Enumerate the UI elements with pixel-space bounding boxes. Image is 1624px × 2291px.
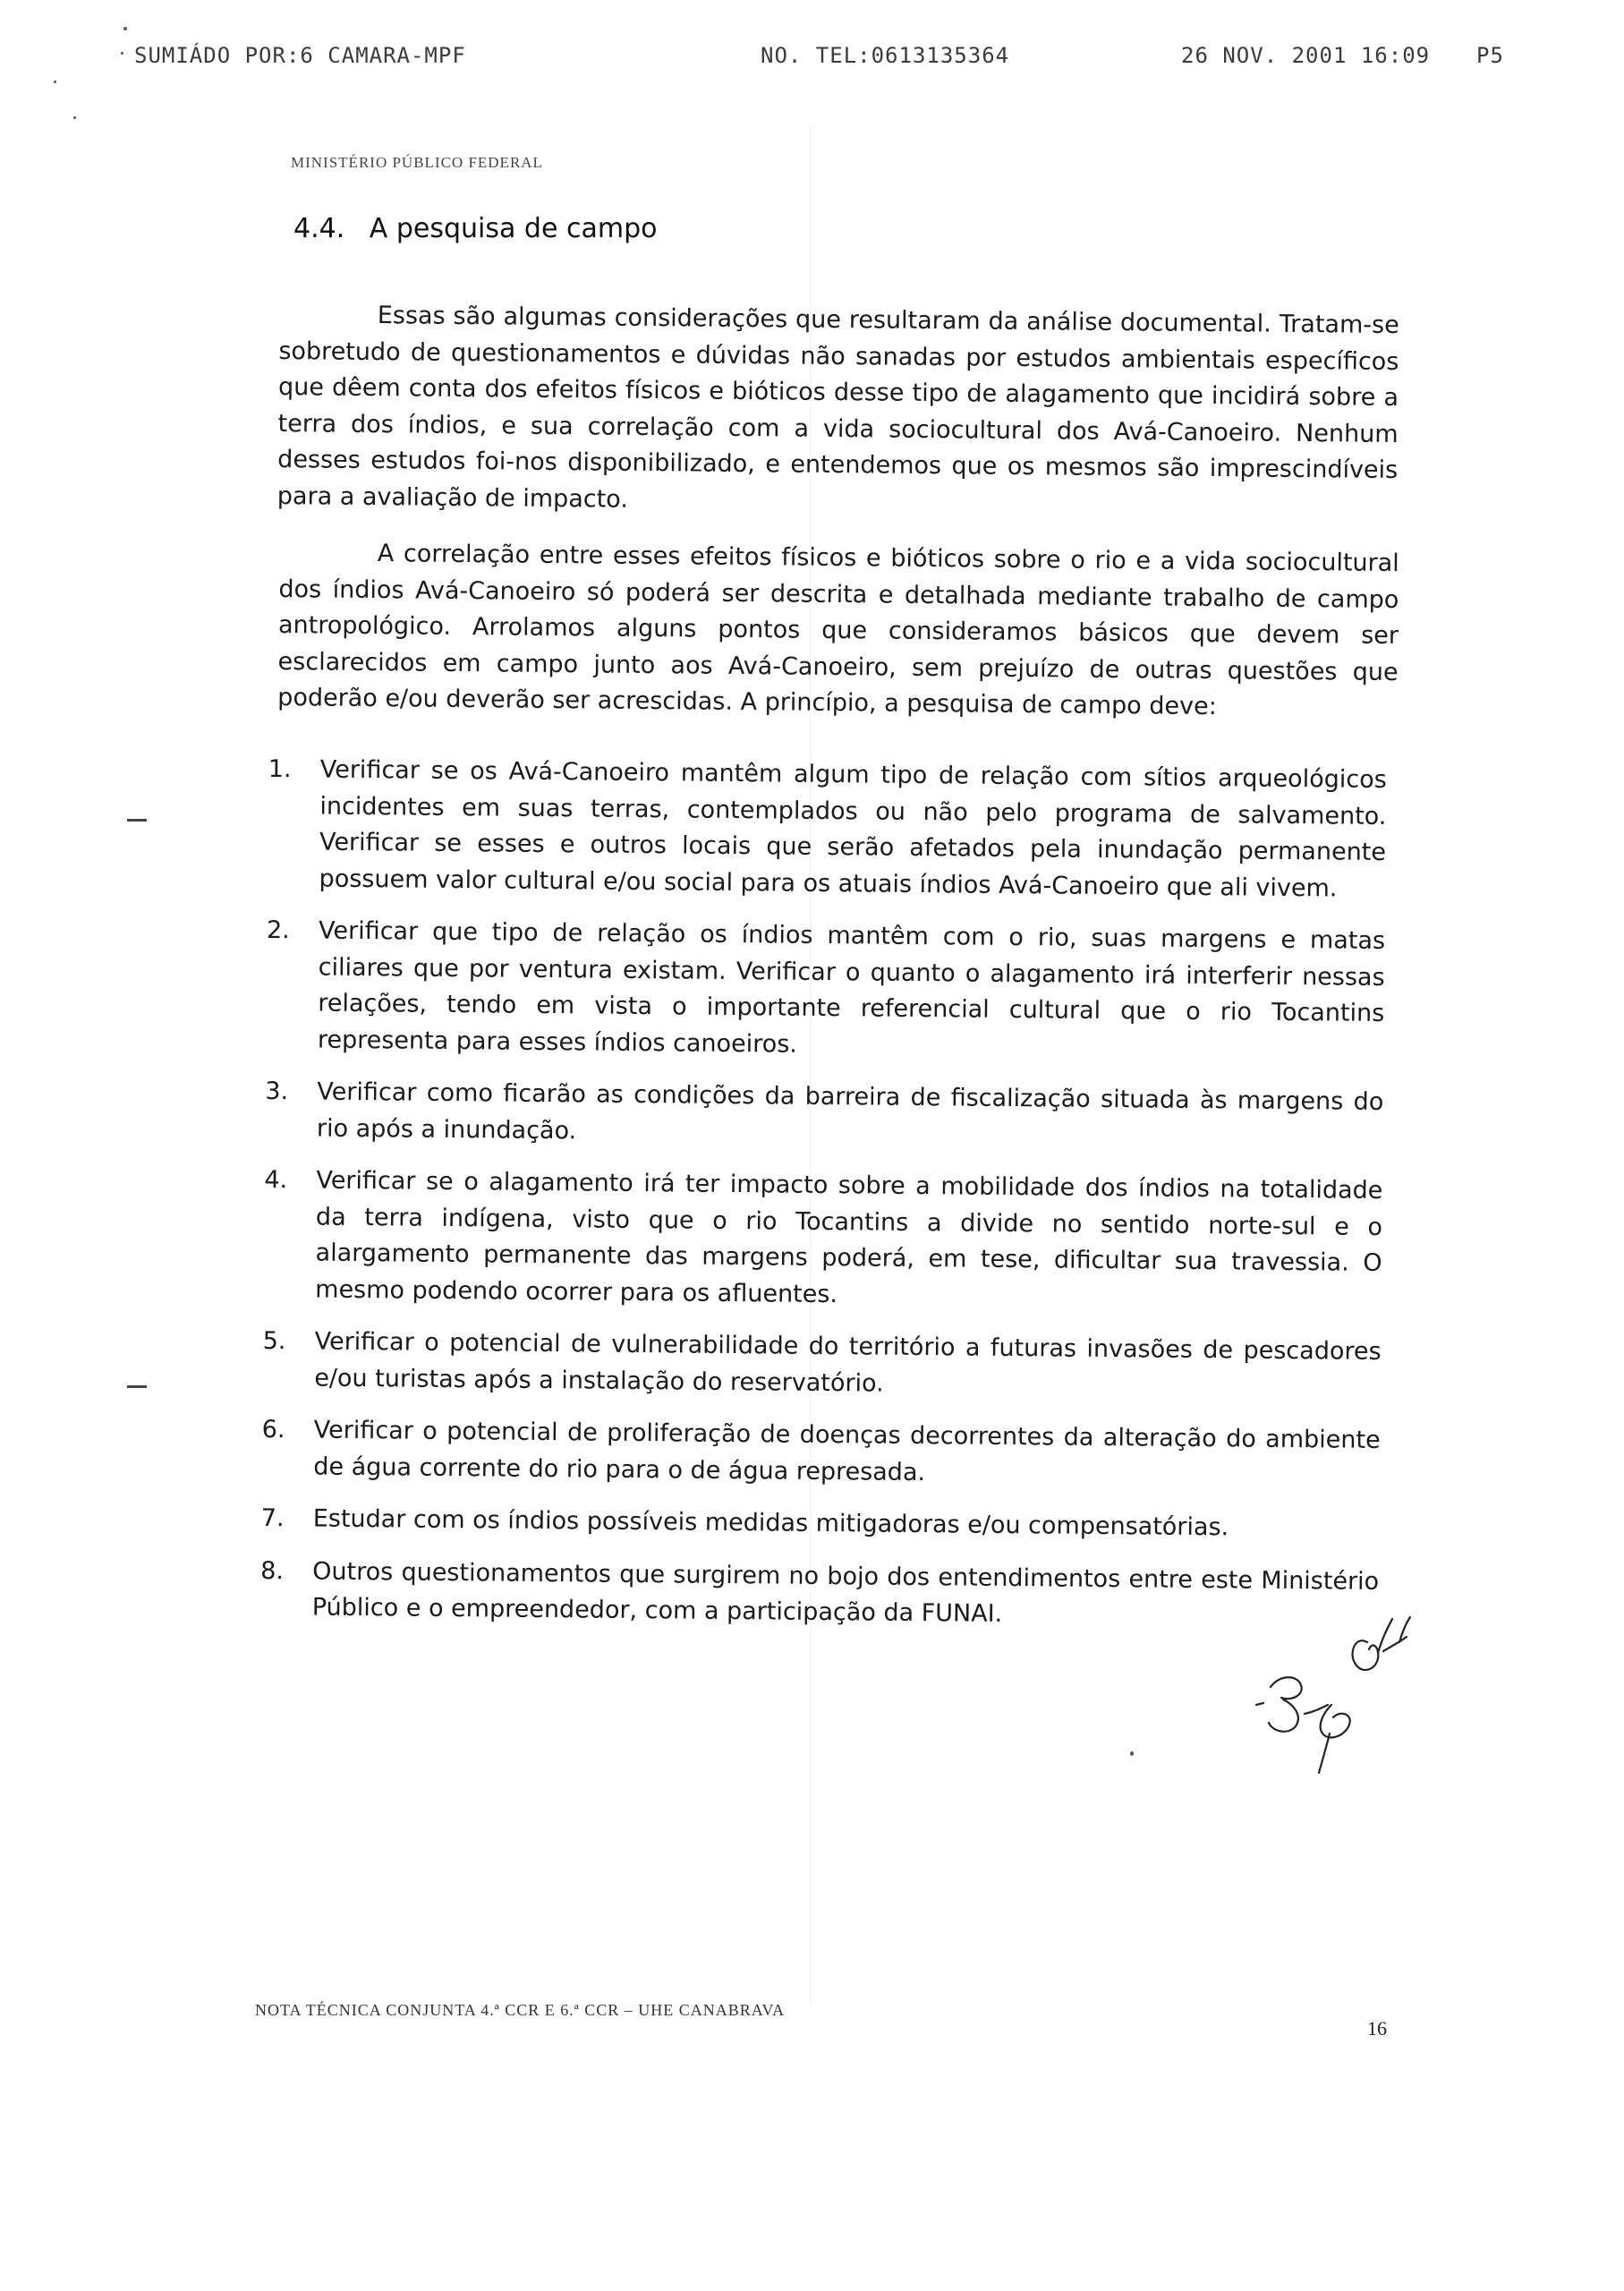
list-item xyxy=(263,1163,1382,1318)
item-number: 3. xyxy=(265,1077,289,1106)
fax-datetime: 26 NOV. 2001 16:09 xyxy=(1181,43,1431,68)
fax-number: NO. TEL:0613135364 xyxy=(761,43,1010,68)
section-title-text: A pesquisa de campo xyxy=(369,213,658,244)
fax-header xyxy=(0,43,1624,79)
fax-page: P5 xyxy=(1476,43,1504,68)
item-number: 4. xyxy=(264,1165,288,1195)
requirements-list xyxy=(259,752,1386,1652)
item-number: 7. xyxy=(260,1503,285,1533)
scan-mark xyxy=(127,1385,147,1388)
paragraph-2 xyxy=(277,535,1399,728)
section-number: 4.4. xyxy=(293,213,345,244)
item-text: Verificar se o alagamento irá ter impacto sobre a mobilidade dos índios na totalidade da terra indígena, visto que o rio Tocantins a divide no sentido norte-sul e o alargamento permanente das margens poderá, em tese, dificultar sua travessia. O mesmo podendo ocorrer para os afluentes. xyxy=(315,1166,1383,1308)
item-text: Estudar com os índios possíveis medidas mitigadoras e/ou compensatórias. xyxy=(312,1504,1229,1542)
item-text: Outros questionamentos que surgirem no bojo dos entendimentos entre este Ministério Público e o empreendedor, com a participação da FUNAI. xyxy=(311,1557,1380,1628)
scan-mark xyxy=(127,819,147,822)
scan-speck xyxy=(54,81,56,83)
item-number: 2. xyxy=(266,916,290,945)
list-item xyxy=(262,1324,1382,1407)
item-number: 6. xyxy=(261,1415,285,1444)
paragraph-1 xyxy=(277,297,1399,525)
page-number: 16 xyxy=(1367,2017,1387,2040)
section-title xyxy=(293,213,657,244)
scan-speck xyxy=(1130,1751,1134,1756)
scan-speck xyxy=(121,52,123,55)
paragraph-text: A correlação entre esses efeitos físicos e bióticos sobre o rio e a vida sociocultural dos índios Avá-Canoeiro só poderá ser descrita e detalhada mediante trabalho de campo antropológico. Arrolamos alguns pontos que consideramos básicos que devem ser esclarecidos em campo junto aos Avá-Canoeiro, sem prejuízo de outras questões que poderão e/ou deverão ser acrescidas. A princípio, a pesquisa de campo deve: xyxy=(277,540,1399,721)
item-text: Verificar o potencial de proliferação de doenças decorrentes da alteração do ambiente de água corrente do rio para o de água represada. xyxy=(313,1416,1381,1486)
footer-note: NOTA TÉCNICA CONJUNTA 4.ª CCR E 6.ª CCR – UHE CANABRAVA xyxy=(255,2001,786,2019)
item-number: 5. xyxy=(262,1326,286,1356)
list-item xyxy=(261,1501,1380,1547)
list-item xyxy=(261,1412,1381,1495)
paragraph-text: Essas são algumas considerações que resultaram da análise documental. Tratam-se sobretudo de questionamentos e dúvidas não sanadas por estudos ambientais específicos que dêem conta dos efeitos físicos e bióticos desse tipo de alagamento que incidirá sobre a terra dos índios, e sua correlação com a vida sociocultural dos Avá-Canoeiro. Nenhum desses estudos foi-nos disponibilizado, e entendemos que os mesmos são imprescindíveis para a avaliação de impacto. xyxy=(276,302,1399,514)
item-number: 8. xyxy=(260,1556,285,1585)
list-item xyxy=(267,752,1386,907)
letterhead: MINISTÉRIO PÚBLICO FEDERAL xyxy=(291,154,543,171)
item-text: Verificar que tipo de relação os índios mantêm com o rio, suas margens e matas ciliares que por ventura existam. Verificar o quanto o alagamento irá interferir nessas relações, tendo em vista o importante referencial cultural que o rio Tocantins representa para esses índios canoeiros. xyxy=(317,916,1386,1059)
item-text: Verificar se os Avá-Canoeiro mantêm algum tipo de relação com sítios arqueológicos incidentes em suas terras, contemplados ou não pelo programa de salvamento. Verificar se esses e outros locais que serão afetados pela inundação permanente possuem valor cultural e/ou social para os atuais índios Avá-Canoeiro que ali vivem. xyxy=(319,755,1387,902)
item-number: 1. xyxy=(268,754,292,784)
item-text: Verificar o potencial de vulnerabilidade do território a futuras invasões de pescadores e/ou turistas após a instalação do reservatório. xyxy=(314,1327,1382,1398)
item-text: Verificar como ficarão as condições da barreira de fiscalização situada às margens do rio após a inundação. xyxy=(316,1077,1384,1145)
fax-sender: SUMIÁDO POR:6 CAMARA-MPF xyxy=(134,43,466,68)
scan-speck xyxy=(73,116,76,119)
list-item xyxy=(265,1074,1384,1157)
scan-speck xyxy=(123,27,127,30)
handwritten-signature xyxy=(1208,1606,1441,1785)
list-item xyxy=(266,913,1385,1069)
